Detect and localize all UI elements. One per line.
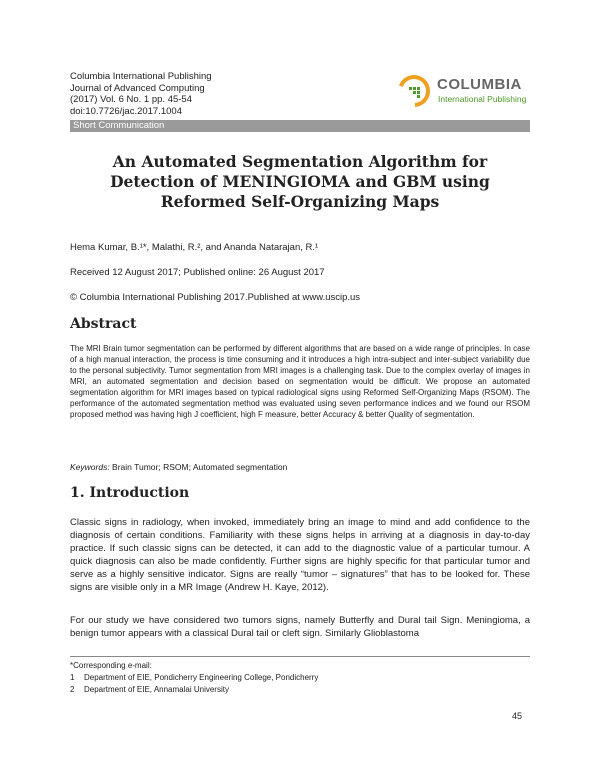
footnote-text: Department of EIE, Annamalai University xyxy=(84,685,229,694)
journal-header xyxy=(70,71,212,117)
footnote-text: Department of EIE, Pondicherry Engineering College, Pondicherry xyxy=(84,673,319,682)
footnote-item xyxy=(70,672,318,684)
footnote-number: 1 xyxy=(70,673,75,682)
introduction-heading: 1. Introduction xyxy=(70,485,190,501)
keywords xyxy=(70,462,287,472)
abstract-text: The MRI Brain tumor segmentation can be performed by different algorithms that are based on a wide range of principles. In case of a high manual interaction, the process is time consuming and it introduces a high intra-subject and inter-subject variability due to the personal subjectivity. Tumor segmentation from MRI images is a challenging task. Due to the complex overlay of images in MRI, an automated segmentation and decision based on segmentation would be difficult. We propose an automated segmentation algorithm for MRI images based on typical radiological signs using Reformed Self-Organizing Maps (RSOM). The performance of the automated segmentation method was evaluated using seven performance indices and we found our RSOM proposed method was having high J coefficient, high F measure, better Accuracy & better Quality of segmentation. xyxy=(70,344,530,419)
publisher-name: Columbia International Publishing xyxy=(70,71,212,82)
keywords-text: Brain Tumor; RSOM; Automated segmentation xyxy=(109,462,288,472)
volume-info: (2017) Vol. 6 No. 1 pp. 45-54 xyxy=(70,94,192,105)
logo-tagline: International Publishing xyxy=(438,94,527,104)
footnote-item xyxy=(70,684,318,696)
footnote-number: 2 xyxy=(70,685,75,694)
section-bar xyxy=(70,120,530,132)
paper-title xyxy=(70,152,530,212)
title-line: An Automated Segmentation Algorithm for xyxy=(112,152,488,171)
keywords-label: Keywords: xyxy=(70,462,110,472)
publication-dates: Received 12 August 2017; Published online: 26 August 2017 xyxy=(70,267,325,278)
corresponding-email: *Corresponding e-mail: xyxy=(70,661,152,670)
copyright-notice: © Columbia International Publishing 2017.Published at www.uscip.us xyxy=(70,292,361,303)
footnote-divider xyxy=(70,656,530,657)
title-line: Reformed Self-Organizing Maps xyxy=(160,192,440,211)
title-line: Detection of MENINGIOMA and GBM using xyxy=(110,172,490,191)
authors: Hema Kumar, B.¹*, Malathi, R.², and Ananda Natarajan, R.¹ xyxy=(70,242,319,253)
logo-name: COLUMBIA xyxy=(437,76,522,93)
footnotes xyxy=(70,660,318,696)
abstract-heading: Abstract xyxy=(70,316,137,332)
doi: doi:10.7726/jac.2017.1004 xyxy=(70,105,182,117)
section-label: Short Communication xyxy=(73,120,165,131)
page-number: 45 xyxy=(512,711,523,721)
introduction-paragraph: For our study we have considered two tumors signs, namely Butterfly and Dural tail Sign. Meningioma, a benign tumor appears with a classical Dural tail or cleft sign. Similarly Glioblastoma xyxy=(70,615,530,639)
introduction-paragraph: Classic signs in radiology, when invoked, immediately bring an image to mind and add confidence to the diagnosis of certain conditions. Familiarity with these signs helps in arriving at a diagnosis in day-to-day practice. If such classic signs can be detected, it can add to the diagnostic value of a particular tumour. A quick diagnosis can also be made confidently. Further signs are highly specific for that particular tumor and serve as a highly sensitive indicator. Signs are really “tumor – signatures” that has to be looked for. These signs are visible only in a MR Image (Andrew H. Kaye, 2012). xyxy=(70,517,530,593)
journal-name: Journal of Advanced Computing xyxy=(70,82,205,94)
